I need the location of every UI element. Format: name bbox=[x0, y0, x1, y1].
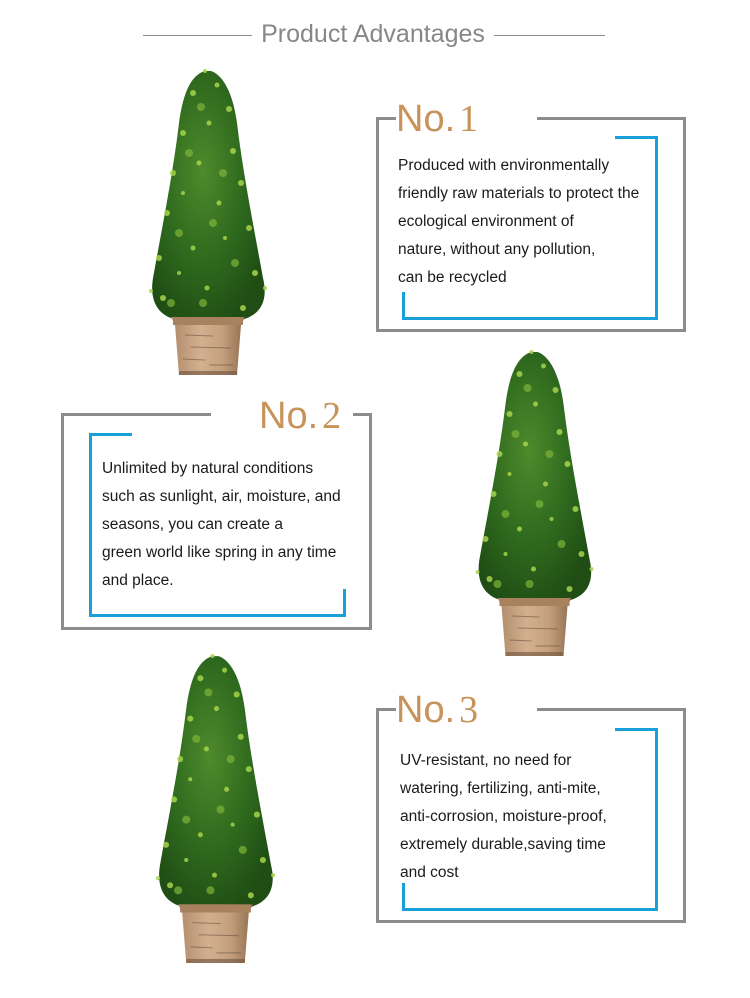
frame-left bbox=[376, 117, 379, 332]
frame-left bbox=[61, 413, 64, 630]
advantage-number-2: No. 2 bbox=[259, 395, 342, 437]
frame-top-left bbox=[376, 117, 396, 120]
accent-right bbox=[343, 589, 346, 617]
accent-right bbox=[655, 728, 658, 911]
header-divider-right bbox=[494, 35, 605, 36]
advantage-number-1: No. 1 bbox=[396, 98, 479, 140]
frame-right bbox=[369, 413, 372, 630]
frame-bottom bbox=[376, 329, 686, 332]
product-image-1 bbox=[143, 63, 273, 378]
accent-top bbox=[615, 136, 658, 139]
accent-bottom bbox=[402, 908, 658, 911]
accent-left bbox=[402, 883, 405, 911]
frame-top-right bbox=[537, 117, 686, 120]
accent-bottom bbox=[402, 317, 658, 320]
frame-top-right bbox=[537, 708, 686, 711]
accent-left bbox=[402, 292, 405, 320]
frame-top-left bbox=[61, 413, 211, 416]
frame-right bbox=[683, 117, 686, 332]
accent-right bbox=[655, 136, 658, 320]
frame-right bbox=[683, 708, 686, 923]
accent-left bbox=[89, 433, 92, 617]
frame-left bbox=[376, 708, 379, 923]
advantage-description-1: Produced with environmentally friendly raw materials to protect the ecological environment of nature, without any pollution, can be recycled bbox=[398, 157, 640, 286]
accent-top bbox=[89, 433, 132, 436]
accent-bottom bbox=[89, 614, 346, 617]
frame-bottom bbox=[376, 920, 686, 923]
product-image-2 bbox=[467, 344, 602, 659]
product-image-3 bbox=[148, 648, 283, 966]
accent-top bbox=[615, 728, 658, 731]
advantage-number-3: No. 3 bbox=[396, 689, 479, 731]
advantage-description-2: Unlimited by natural conditions such as sunlight, air, moisture, and seasons, you can create a green world like spring in any time and place. bbox=[102, 460, 341, 589]
frame-top-left bbox=[376, 708, 396, 711]
advantage-description-3: UV-resistant, no need for watering, fertilizing, anti-mite, anti-corrosion, moisture-proof, extremely durable,saving time and cost bbox=[400, 752, 607, 881]
frame-bottom bbox=[61, 627, 372, 630]
section-title: Product Advantages bbox=[261, 20, 485, 48]
header-divider-left bbox=[143, 35, 252, 36]
